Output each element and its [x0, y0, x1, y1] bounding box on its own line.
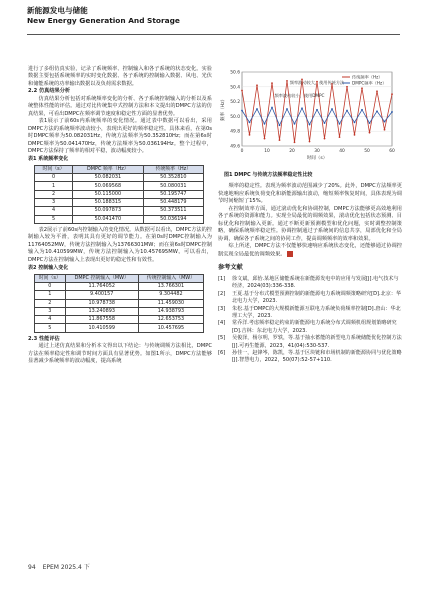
reference-number: [2] — [218, 290, 226, 297]
table2-cell: 10.410599 — [65, 324, 138, 332]
table1-col-header: 传统频率（Hz） — [143, 165, 203, 173]
reference-number: [1] — [218, 275, 226, 282]
table2-cell: 13.240893 — [65, 307, 138, 315]
y-tick-label: 49.8 — [230, 129, 240, 135]
data-point — [339, 123, 341, 125]
reference-number: [3] — [218, 305, 226, 312]
paragraph-conclusion — [218, 243, 402, 258]
data-point — [294, 123, 296, 125]
right-column — [218, 66, 402, 365]
table2-col-header: 时间（s） — [35, 274, 66, 282]
reference-number: [6] — [218, 350, 226, 356]
x-tick-label: 30 — [314, 149, 320, 154]
x-axis-label: 时间（s） — [306, 156, 328, 161]
data-point — [249, 121, 251, 123]
x-tick-label: 50 — [364, 149, 370, 154]
table1-row — [35, 182, 204, 190]
table2-cell: 3 — [35, 307, 66, 315]
data-point — [324, 122, 326, 124]
section-heading-2-2: 2.2 仿真结果分析 — [28, 88, 71, 95]
data-point — [301, 107, 303, 109]
table2-cell: 11.867558 — [65, 316, 138, 324]
data-point — [384, 129, 386, 131]
data-point — [331, 108, 333, 110]
table2-cell: 0 — [35, 282, 66, 290]
y-axis-label: 频率（Hz） — [221, 96, 226, 122]
section-heading-2-3: 2.3 性能评估 — [28, 335, 60, 342]
data-point — [316, 109, 318, 111]
table1-cell: 50.373511 — [143, 207, 203, 215]
data-point — [249, 134, 251, 136]
table2-cell: 4 — [35, 316, 66, 324]
reference-item — [218, 306, 402, 321]
conclusion-text: 综上所述，DMPC方法不仅能够快速响应系统状态变化，还能够通过协调控制实现全局最优的调频效果。 — [218, 243, 402, 258]
table1-cell: 50.195747 — [143, 190, 203, 198]
data-point — [256, 84, 258, 86]
table1-row — [35, 215, 204, 223]
data-point — [369, 132, 371, 134]
header-title-zh: 新能源发电与储能 — [27, 6, 88, 15]
data-point — [279, 124, 281, 126]
table2-row — [35, 299, 204, 307]
reference-item — [218, 335, 402, 350]
y-tick-label: 50.0 — [230, 114, 240, 120]
reference-text: 王夏.基于分布式模型预测控制的新能源电力系统调频策略研究[D].北京：华北电力大学，2023. — [232, 290, 402, 305]
data-point — [346, 110, 348, 112]
legend-label: DMPC频率（Hz） — [352, 80, 387, 86]
y-tick-label: 49.6 — [230, 144, 240, 150]
table2-header-row — [35, 274, 204, 282]
table1-cell: 5 — [35, 215, 73, 223]
data-point — [286, 80, 288, 82]
data-point — [264, 123, 266, 125]
table2-cell: 14.938793 — [138, 307, 203, 315]
x-tick-label: 0 — [240, 149, 244, 154]
header-rule — [27, 34, 400, 35]
table2-cell: 11.764052 — [65, 282, 138, 290]
table1-caption: 表1 系统频率变化 — [28, 156, 69, 163]
reference-text: 吴俊泽，杨尔明，罗轶，等.基于抽水蓄能的新型电力系统储能优化控制方法[J].可再生能源，2023，41(04):530-537. — [232, 335, 402, 349]
table1-cell: 50.188315 — [73, 199, 143, 207]
table1-row — [35, 207, 204, 215]
reference-text: 孙佳一，赵锋岑，陈凯，等.基于区块链和市场机制的新能源协同与优化策略[J].智慧电力，2022，50(07):52-57+110. — [232, 350, 402, 364]
table2-cell: 9.400157 — [65, 291, 138, 299]
y-tick-label: 50.4 — [230, 85, 240, 91]
figure1-caption: 图1 DMPC 与传统方法频率稳定性比较 — [224, 172, 313, 178]
data-point — [339, 136, 341, 138]
data-point — [391, 93, 393, 95]
left-column — [28, 66, 212, 366]
table2-cell: 12.653753 — [138, 316, 203, 324]
data-point — [346, 86, 348, 88]
data-point — [354, 121, 356, 123]
table1-row — [35, 199, 204, 207]
data-point — [279, 139, 281, 141]
page-header — [27, 6, 407, 44]
paragraph-performance: 通过上述仿真结果和分析本文得出以下结论：与传统调频方法相比，DMPC方法在频率稳定性和调节时间方面具有显著优势。如图1所示，DMPC方法能够显著减少系统频率的波动幅度，提高系统 — [28, 343, 212, 365]
annotation-label: 频率波动较小，使用DMPC — [274, 93, 325, 99]
table1-cell: 50.041470 — [73, 215, 143, 223]
table2-cell: 9.304482 — [138, 291, 203, 299]
table2-cell: 5 — [35, 324, 66, 332]
table2-row — [35, 282, 204, 290]
table1-col-header: 时间（s） — [35, 165, 73, 173]
table1-cell: 50.069568 — [73, 182, 143, 190]
table1-header-row — [35, 165, 204, 173]
table2-caption: 表2 控制输入变化 — [28, 265, 69, 272]
data-point — [241, 110, 243, 112]
table1-cell: 50.080031 — [143, 182, 203, 190]
data-point — [271, 107, 273, 109]
reference-item — [218, 320, 402, 335]
table1-body — [35, 174, 204, 224]
journal-issue: EPEM 2025.4 下 — [42, 564, 90, 571]
table2-body — [35, 282, 204, 332]
x-tick-label: 10 — [264, 149, 270, 154]
reference-text: 朱松.基于DMPC的大规模新能源互联电力系统负荷频率控制[D].唐山：华北理工大学，2023. — [232, 305, 401, 319]
table1-cell: 50.448179 — [143, 199, 203, 207]
references-title: 参考文献 — [218, 264, 243, 272]
table-control-input — [34, 274, 204, 333]
table1-cell: 50.036194 — [143, 215, 203, 223]
reference-item — [218, 291, 402, 306]
frequency-chart — [218, 66, 402, 170]
table2-row — [35, 316, 204, 324]
reference-number: [4] — [218, 320, 226, 327]
reference-item — [218, 350, 402, 365]
table2-col-header: DMPC 控制输入（MW） — [65, 274, 138, 282]
paragraph-efficiency: 在控制效率方面，通过滚动优化和协调控制，DMPC方法能够更高效地利用各子系统的资源和能力。实现全局最优的调频效果，滚动优化包括状态预测、目标优化和控制输入更新。通过不断更新预测模型和优化问题，实时调整控制策略，确保系统频率稳定性。协调控制通过子系统间的信息共享，局部优化和全局协调，确保各子系统之间的协同工作，提高调频频率的效率和效果。 — [218, 205, 402, 242]
paragraph-stability: 频率的稳定性。表现为频率波动范围减少了20%。此外，DMPC方法频率更快速地响应系统负荷变化和新能源输出波动，缩短频率恢复时间，具体表现为调节时间缩短了15%。 — [218, 183, 402, 205]
data-point — [309, 124, 311, 126]
table2-col-header: 传统控制输入（MW） — [138, 274, 203, 282]
data-point — [264, 138, 266, 140]
x-tick-label: 60 — [389, 149, 395, 154]
intro-paragraph: 进行了多组仿真实验，记录了系统频率、控制输入和各子系统的状态变化。实验数据主要包括系统频率的实时变化数据、各子系统的控制输入数据、风电、光伏和储能系统的功率输出数据以及负荷需求数据。 — [28, 66, 212, 87]
table1-cell: 50.082031 — [73, 174, 143, 182]
data-point — [286, 108, 288, 110]
header-title-en: New Energy Generation And Storage — [27, 16, 180, 25]
end-mark-icon: 国 — [287, 251, 293, 257]
data-point — [256, 108, 258, 110]
data-point — [241, 90, 243, 92]
data-point — [271, 82, 273, 84]
table1-cell: 3 — [35, 199, 73, 207]
table2-cell: 13.766301 — [138, 282, 203, 290]
data-point — [384, 121, 386, 123]
table2-cell: 10.457695 — [138, 324, 203, 332]
x-tick-label: 40 — [339, 149, 345, 154]
table2-cell: 10.978738 — [65, 299, 138, 307]
data-point — [369, 122, 371, 124]
paragraph-table1: 表1展示了前60s内系统频率的变化情况。通过表中数据可以看出，采用DMPC方法的系统频率波动较小，表现出更好的频率稳定性。具体来看，在第0s时DMPC频率为50.082031Hz，传统方法频率为50.352810Hz；而在第6s时DMPC频率为50.041470Hz，传统方法频率为50.036194Hz。整个过程中，DMPC方法保持了频率的相对平稳，波动幅度较小。 — [28, 118, 212, 154]
reference-number: [5] — [218, 335, 226, 342]
table1-cell: 2 — [35, 190, 73, 198]
table2-cell: 2 — [35, 299, 66, 307]
table1-cell: 4 — [35, 207, 73, 215]
data-point — [361, 87, 363, 89]
references-list — [218, 276, 402, 365]
table1-row — [35, 190, 204, 198]
x-tick-label: 20 — [289, 149, 295, 154]
data-point — [361, 109, 363, 111]
data-point — [324, 138, 326, 140]
table1-cell: 0 — [35, 174, 73, 182]
data-point — [376, 90, 378, 92]
annotation-label: 频率波动较大，使用传统方法 — [289, 79, 345, 85]
paragraph-table2: 表2展示了前60s内控制输入的变化情况。从数据可以看出，DMPC方法的控制输入较为平滑，表明其具有更好的调节能力。在第0s时DMPC控制输入为11764052MW，传统方法控制输入为13766301MW；而在第6s时DMPC控制输入为10.410599MW，传统方法控制输入为10.457695MW。可以看出，DMPC方法在控制输入上表现出更好的稳定性和有效性。 — [28, 226, 212, 263]
table1-cell: 50.352810 — [143, 174, 203, 182]
frequency-chart-svg — [218, 66, 402, 170]
page-footer — [28, 562, 95, 571]
page-number: 94 — [28, 564, 36, 571]
data-point — [294, 141, 296, 143]
table2-row — [35, 291, 204, 299]
table1-cell: 50.115000 — [73, 190, 143, 198]
legend-label: 传统频率（Hz） — [352, 74, 383, 80]
table1-cell: 1 — [35, 182, 73, 190]
data-point — [391, 111, 393, 113]
data-point — [376, 110, 378, 112]
y-tick-label: 50.6 — [230, 70, 240, 76]
table2-row — [35, 324, 204, 332]
data-point — [309, 141, 311, 143]
reference-text: 常乔洋.考虑频率稳定约束的新能源电力系统分布式调频机组规划策略研究[D].吉林：东北电力大学，2023. — [232, 320, 397, 334]
table1-row — [35, 174, 204, 182]
data-point — [354, 134, 356, 136]
table2-row — [35, 307, 204, 315]
table1-cell: 50.097873 — [73, 207, 143, 215]
table-frequency — [34, 165, 204, 224]
table2-cell: 11.459030 — [138, 299, 203, 307]
paragraph-results: 仿真结果分析包括对系统频率变化的分析、各子系统控制输入的分析以及系统整体性能的评估。通过对比传统集中式控制方法和本文提出的DMPC方法的仿真结果，可看出DMPC在频率调节速度和稳定性方面的显著优势。 — [28, 95, 212, 117]
y-tick-label: 50.2 — [230, 100, 240, 106]
reference-text: 徐文斌，邱怡.某地区储能系统在新能源发电中的应用与发展[J].电气技术与经济，2024(03):336-338. — [232, 275, 399, 290]
reference-item — [218, 276, 402, 291]
table2-cell: 1 — [35, 291, 66, 299]
table1-col-header: DMPC 频率（Hz） — [73, 165, 143, 173]
